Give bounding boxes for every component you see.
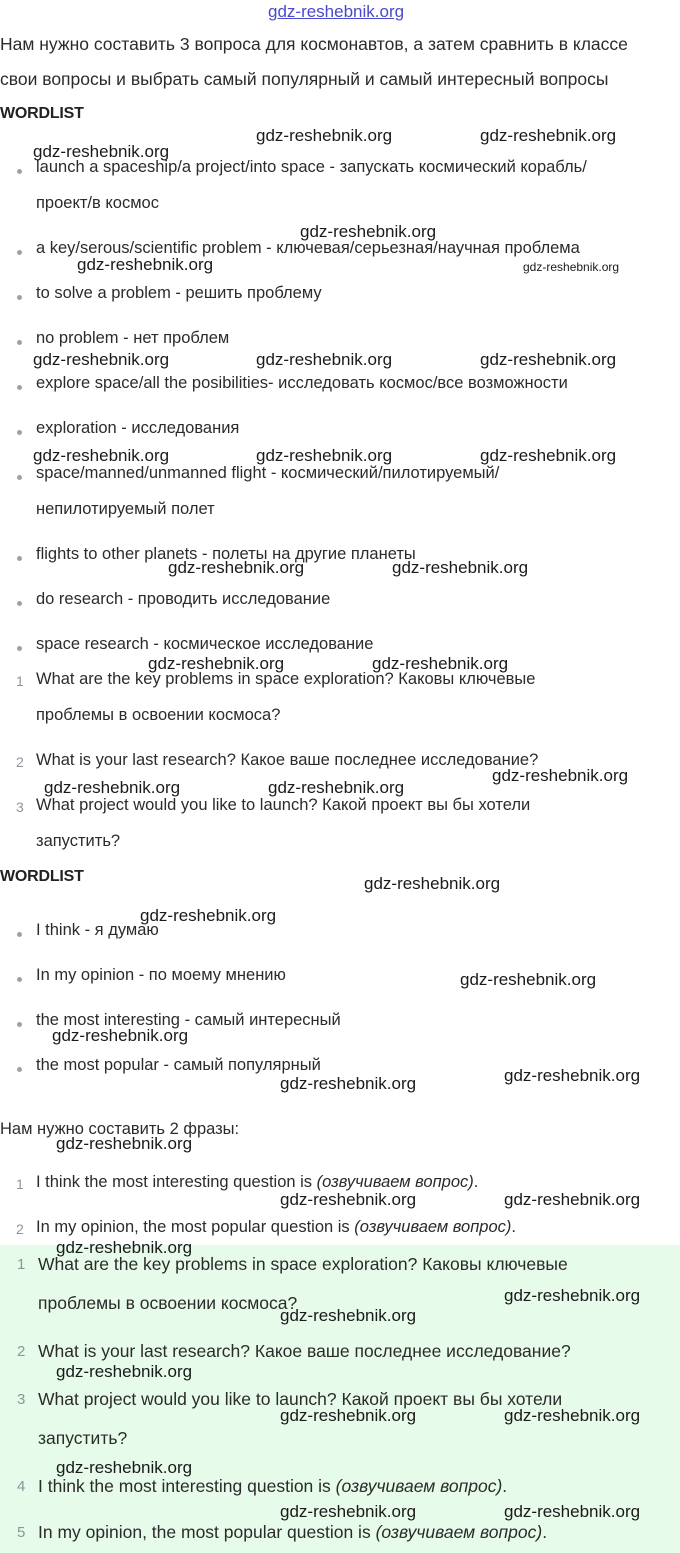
bullet — [17, 295, 22, 300]
intro-line-1: Нам нужно составить 3 вопроса для космонавтов, а затем сравнить в классе — [0, 34, 628, 54]
answer-number: 5 — [17, 1524, 26, 1541]
bullet — [17, 977, 22, 982]
bullet — [17, 601, 22, 606]
watermark: gdz-reshebnik.org — [33, 446, 170, 465]
list-item-continuation: непилотируемый полет — [36, 500, 215, 518]
list-item: the most popular - самый популярный — [36, 1056, 321, 1074]
list-item: exploration - исследования — [36, 419, 240, 437]
watermark: gdz-reshebnik.org — [77, 255, 214, 274]
list-number: 2 — [16, 1221, 24, 1237]
watermark: gdz-reshebnik.org — [33, 142, 170, 161]
watermark: gdz-reshebnik.org — [280, 1190, 417, 1209]
phrases-intro: Нам нужно составить 2 фразы: — [0, 1120, 240, 1138]
bullet — [17, 169, 22, 174]
watermark: gdz-reshebnik.org — [148, 654, 285, 673]
watermark: gdz-reshebnik.org — [372, 654, 509, 673]
list-item: explore space/all the posibilities- исследовать космос/все возможности — [36, 374, 568, 392]
watermark: gdz-reshebnik.org — [504, 1286, 641, 1305]
watermark: gdz-reshebnik.org — [56, 1238, 193, 1257]
question-item: What are the key problems in space exploration? Каковы ключевые — [36, 670, 536, 688]
watermark: gdz-reshebnik.org — [52, 1026, 189, 1045]
top-watermark: gdz-reshebnik.org — [268, 2, 405, 21]
list-item: space/manned/unmanned flight - космический/пилотируемый/ — [36, 464, 500, 482]
watermark: gdz-reshebnik.org — [280, 1074, 417, 1093]
answer-item: What are the key problems in space exploration? Каковы ключевые — [38, 1254, 568, 1274]
watermark: gdz-reshebnik.org — [504, 1190, 641, 1209]
watermark: gdz-reshebnik.org — [168, 558, 305, 577]
watermark: gdz-reshebnik.org — [280, 1406, 417, 1425]
list-number: 3 — [16, 799, 24, 815]
watermark: gdz-reshebnik.org — [56, 1458, 193, 1477]
phrase-item: In my opinion, the most popular question is (озвучиваем вопрос). — [36, 1218, 516, 1236]
bullet — [17, 932, 22, 937]
watermark: gdz-reshebnik.org — [56, 1134, 193, 1153]
list-item: I think - я думаю — [36, 921, 159, 939]
list-item: launch a spaceship/a project/into space - запускать космический корабль/ — [36, 158, 587, 176]
list-item: In my opinion - по моему мнению — [36, 966, 286, 984]
watermark: gdz-reshebnik.org — [364, 874, 501, 893]
watermark: gdz-reshebnik.org — [44, 778, 181, 797]
question-item: What project would you like to launch? Какой проект вы бы хотели — [36, 796, 531, 814]
question-item: What is your last research? Какое ваше последнее исследование? — [36, 751, 539, 769]
list-item: the most interesting - самый интересный — [36, 1011, 341, 1029]
watermark: gdz-reshebnik.org — [504, 1502, 641, 1521]
watermark: gdz-reshebnik.org — [33, 350, 170, 369]
question-item-continuation: запустить? — [36, 832, 121, 850]
answer-number: 2 — [17, 1343, 26, 1360]
bullet — [17, 646, 22, 651]
watermark: gdz-reshebnik.org — [256, 446, 393, 465]
list-item: flights to other planets - полеты на другие планеты — [36, 545, 416, 563]
watermark: gdz-reshebnik.org — [256, 350, 393, 369]
watermark: gdz-reshebnik.org — [480, 350, 617, 369]
bullet — [17, 250, 22, 255]
watermark: gdz-reshebnik.org — [480, 126, 617, 145]
watermark: gdz-reshebnik.org — [480, 446, 617, 465]
answer-item: In my opinion, the most popular question is (озвучиваем вопрос). — [38, 1522, 548, 1542]
watermark: gdz-reshebnik.org — [504, 1066, 641, 1085]
answer-item-continuation: проблемы в освоении космоса? — [38, 1293, 298, 1313]
watermark: gdz-reshebnik.org — [504, 1406, 641, 1425]
answer-item-continuation: запустить? — [38, 1428, 128, 1448]
bullet — [17, 430, 22, 435]
list-number: 2 — [16, 754, 24, 770]
intro-line-2: свои вопросы и выбрать самый популярный и самый интересный вопросы — [0, 69, 609, 89]
list-item: space research - космическое исследование — [36, 635, 374, 653]
watermark: gdz-reshebnik.org — [523, 260, 620, 274]
bullet — [17, 1067, 22, 1072]
list-item-continuation: проект/в космос — [36, 194, 159, 212]
answer-item: I think the most interesting question is (озвучиваем вопрос). — [38, 1476, 508, 1496]
bullet — [17, 556, 22, 561]
bullet — [17, 340, 22, 345]
bullet — [17, 1022, 22, 1027]
list-item: do research - проводить исследование — [36, 590, 331, 608]
wordlist-heading-2: WORDLIST — [0, 868, 84, 885]
bullet — [17, 385, 22, 390]
watermark: gdz-reshebnik.org — [300, 222, 437, 241]
question-item-continuation: проблемы в освоении космоса? — [36, 706, 281, 724]
watermark: gdz-reshebnik.org — [280, 1306, 417, 1325]
watermark: gdz-reshebnik.org — [492, 766, 629, 785]
watermark: gdz-reshebnik.org — [140, 906, 277, 925]
phrase-item: I think the most interesting question is (озвучиваем вопрос). — [36, 1173, 479, 1191]
answer-item: What is your last research? Какое ваше последнее исследование? — [38, 1341, 571, 1361]
list-number: 1 — [16, 673, 24, 689]
list-item: to solve a problem - решить проблему — [36, 284, 322, 302]
watermark: gdz-reshebnik.org — [392, 558, 529, 577]
answer-number: 4 — [17, 1478, 26, 1495]
wordlist-heading: WORDLIST — [0, 105, 84, 122]
bullet — [17, 475, 22, 480]
list-item: a key/serous/scientific problem - ключевая/серьезная/научная проблема — [36, 239, 580, 257]
answer-item: What project would you like to launch? Какой проект вы бы хотели — [38, 1389, 563, 1409]
watermark: gdz-reshebnik.org — [56, 1362, 193, 1381]
answer-number: 1 — [17, 1256, 26, 1273]
watermark: gdz-reshebnik.org — [280, 1502, 417, 1521]
list-number: 1 — [16, 1176, 24, 1192]
watermark: gdz-reshebnik.org — [268, 778, 405, 797]
watermark: gdz-reshebnik.org — [256, 126, 393, 145]
list-item: no problem - нет проблем — [36, 329, 230, 347]
watermark: gdz-reshebnik.org — [460, 970, 597, 989]
answer-number: 3 — [17, 1391, 26, 1408]
